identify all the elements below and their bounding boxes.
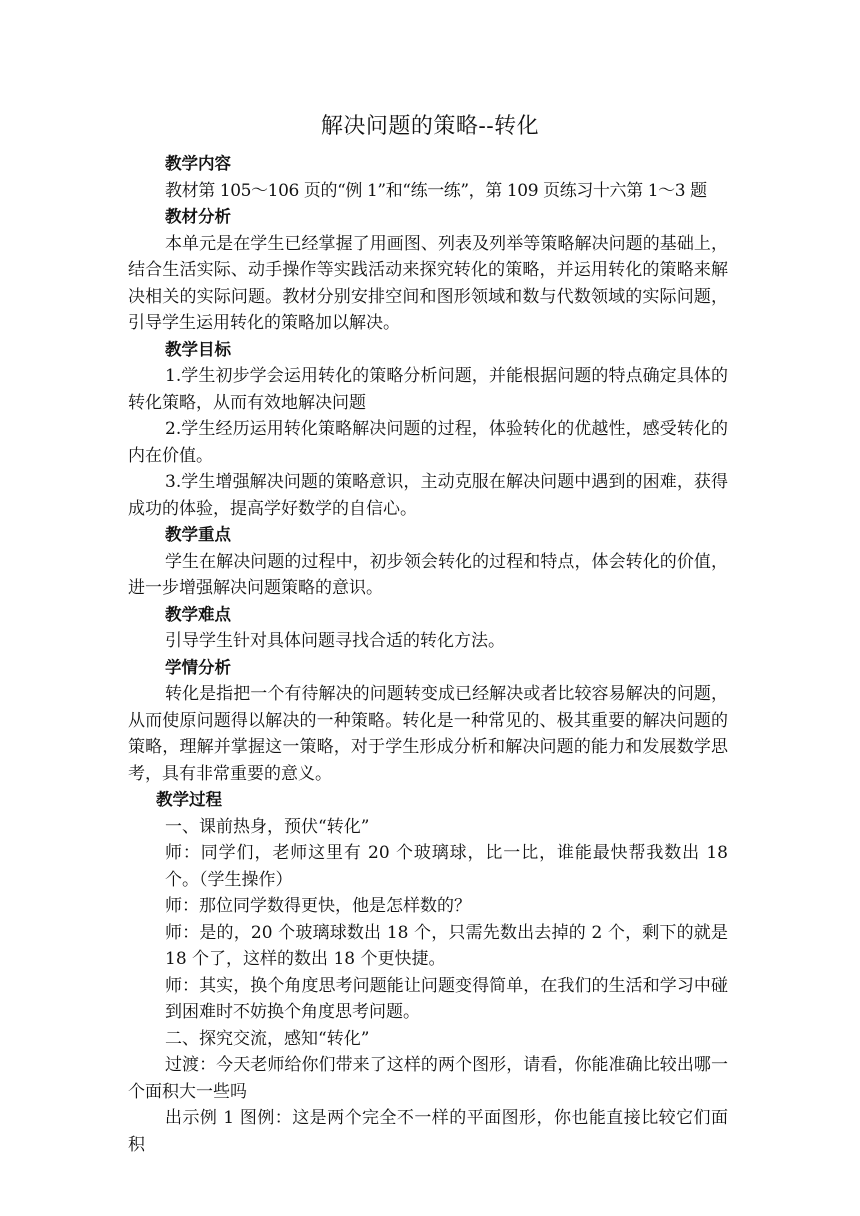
paragraph-teaching-difficulty: 引导学生针对具体问题寻找合适的转化方法。: [165, 631, 505, 651]
heading-teaching-goals: 教学目标: [165, 339, 231, 359]
dialogue-line: 师：其实，换个角度思考问题能让问题变得简单，在我们的生活和学习中碰到困难时不妨换个角度思考问题。: [165, 975, 728, 1022]
paragraph-material-analysis: 本单元是在学生已经掌握了用画图、列表及列举等策略解决问题的基础上，结合生活实际、动手操作等实践活动来探究转化的策略，并运用转化的策略来解决相关的实际问题。教材分别安排空间和图形领域和数与代数领域的实际问题，引导学生运用转化的策略加以解决。: [128, 233, 728, 333]
heading-teaching-process: 教学过程: [156, 790, 222, 809]
dialogue-line: 师：同学们，老师这里有 20 个玻璃球，比一比，谁能最快帮我数出 18 个。（学生操作）: [165, 843, 728, 890]
section-title: 一、课前热身，预伏“转化”: [165, 816, 370, 837]
heading-teaching-content: 教学内容: [165, 154, 231, 173]
section-title: 二、探究交流，感知“转化”: [165, 1028, 370, 1049]
paragraph-example: 出示例 1 图例：这是两个完全不一样的平面图形，你也能直接比较它们面积: [128, 1108, 728, 1155]
goal-item: 2.学生经历运用转化策略解决问题的过程，体验转化的优越性，感受转化的内在价值。: [128, 419, 728, 466]
paragraph-student-situation: 转化是指把一个有待解决的问题转变成已经解决或者比较容易解决的问题，从而使原问题得以解决的一种策略。转化是一种常见的、极其重要的解决问题的策略，理解并掌握这一策略，对于学生形成分析和解决问题的能力和发展数学思考，具有非常重要的意义。: [128, 684, 728, 784]
heading-teaching-difficulty: 教学难点: [165, 604, 231, 624]
dialogue-line: 师：那位同学数得更快，他是怎样数的？: [165, 896, 471, 916]
paragraph-teaching-content: 教材第 105～106 页的“例 1”和“练一练”，第 109 页练习十六第 1～3 题: [165, 180, 707, 201]
document-body: [128, 151, 728, 1158]
document-title: 解决问题的策略--转化: [320, 114, 540, 139]
paragraph-teaching-key: 学生在解决问题的过程中，初步领会转化的过程和特点，体会转化的价值，进一步增强解决问题策略的意识。: [128, 551, 728, 598]
heading-material-analysis: 教材分析: [165, 207, 231, 226]
heading-student-situation: 学情分析: [165, 657, 231, 677]
dialogue-line: 师：是的，20 个玻璃球数出 18 个，只需先数出去掉的 2 个，剩下的就是 18 个了，这样的数出 18 个更快捷。: [165, 922, 728, 969]
paragraph-transition: 过渡：今天老师给你们带来了这样的两个图形，请看，你能准确比较出哪一个面积大一些吗: [128, 1055, 728, 1102]
goal-item: 1.学生初步学会运用转化的策略分析问题，并能根据问题的特点确定具体的转化策略，从而有效地解决问题: [128, 366, 728, 413]
heading-teaching-key: 教学重点: [165, 525, 231, 544]
goal-item: 3.学生增强解决问题的策略意识，主动克服在解决问题中遇到的困难，获得成功的体验，提高学好数学的自信心。: [128, 472, 728, 519]
